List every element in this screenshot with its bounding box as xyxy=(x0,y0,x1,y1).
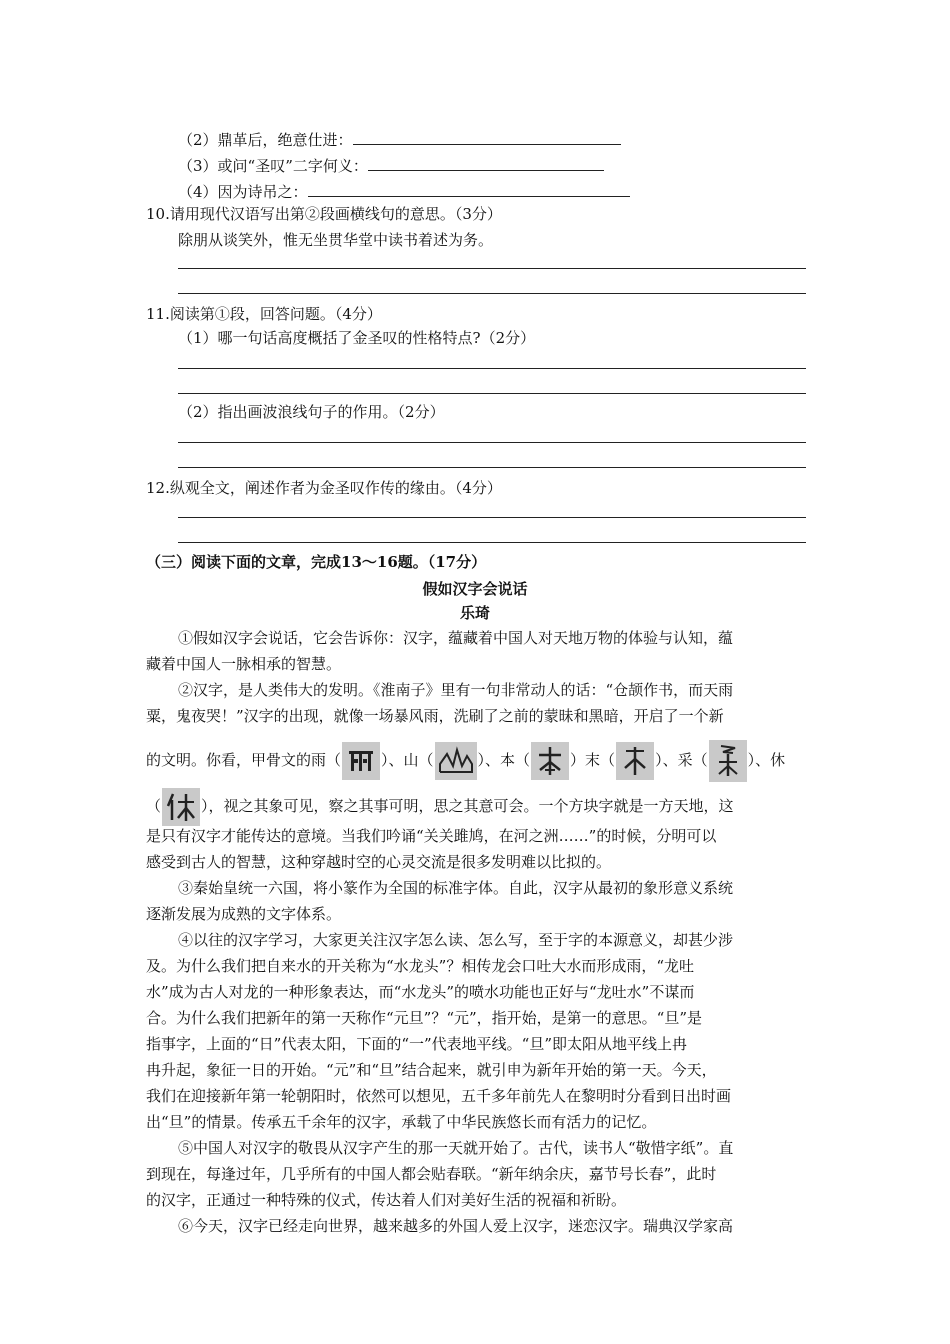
article-title: 假如汉字会说话 xyxy=(422,580,528,598)
p1-line-1: ①假如汉字会说话，它会告诉你：汉字，蕴藏着中国人对天地万物的体验与认知，蕴 xyxy=(178,629,734,647)
p2-line-5: 是只有汉字才能传达的意境。当我们吟诵“关关雎鸠，在河之洲……”的时候，分明可以 xyxy=(146,827,717,845)
q10-answer-line-2[interactable] xyxy=(178,293,806,294)
oracle-root-icon xyxy=(531,742,569,780)
q11-sub2-answer-line-1[interactable] xyxy=(178,442,806,443)
q9-item-2-blank[interactable] xyxy=(353,128,621,145)
p2-line-3-e: ）、采（ xyxy=(655,751,708,769)
p2-line-2: 粟，鬼夜哭！”汉字的出现，就像一场暴风雨，洗刷了之前的蒙昧和黑暗，开启了一个新 xyxy=(146,707,724,725)
p1-line-2: 藏着中国人一脉相承的智慧。 xyxy=(146,655,342,673)
q9-item-3 xyxy=(178,154,604,176)
p2-line-4 xyxy=(146,786,734,826)
q12-answer-line-2[interactable] xyxy=(178,542,806,543)
p4-line-6: 冉升起，象征一日的开始。“元”和“旦”结合起来，就引申为新年开始的第一天。今天， xyxy=(146,1061,717,1079)
p2-line-1: ②汉字，是人类伟大的发明。《淮南子》里有一句非常动人的话：“仓颉作书，而天雨 xyxy=(178,681,734,699)
p4-line-8: 出“旦”的情景。传承五千余年的汉字，承载了中华民族悠长而有活力的记忆。 xyxy=(146,1113,657,1131)
p4-line-5: 指事字，上面的“日”代表太阳，下面的“一”代表地平线。“旦”即太阳从地平线上冉 xyxy=(146,1035,688,1053)
section3-heading: （三）阅读下面的文章，完成13～16题。（17分） xyxy=(146,553,487,571)
q9-item-2-text: （2）鼎革后，绝意仕进： xyxy=(178,131,353,149)
oracle-pick-icon xyxy=(709,740,747,782)
p4-line-7: 我们在迎接新年第一轮朝阳时，依然可以想见，五千多年前先人在黎明时分看到日出时画 xyxy=(146,1087,732,1105)
q11-sub2: （2）指出画波浪线句子的作用。（2分） xyxy=(178,403,445,421)
oracle-rest-icon xyxy=(162,788,200,826)
q9-item-4 xyxy=(178,180,630,202)
q11-sub2-answer-line-2[interactable] xyxy=(178,467,806,468)
article-author: 乐琦 xyxy=(459,604,490,622)
p4-line-3: 水”成为古人对龙的一种形象表达，而“水龙头”的喷水功能也正好与“龙吐水”不谋而 xyxy=(146,983,695,1001)
q11-sub1: （1）哪一句话高度概括了金圣叹的性格特点?（2分） xyxy=(178,329,536,347)
p3-line-2: 逐渐发展为成熟的文字体系。 xyxy=(146,905,342,923)
p2-line-3 xyxy=(146,740,785,782)
p6-line-1: ⑥今天，汉字已经走向世界，越来越多的外国人爱上汉字，迷恋汉字。瑞典汉学家高 xyxy=(178,1217,734,1235)
q10-prompt: 10.请用现代汉语写出第②段画横线句的意思。（3分） xyxy=(146,205,502,223)
p4-line-4: 合。为什么我们把新年的第一天称作“元旦”？“元”，指开始，是第一的意思。“旦”是 xyxy=(146,1009,703,1027)
p2-line-4-a: （ xyxy=(146,797,162,815)
q10-answer-line-1[interactable] xyxy=(178,268,806,269)
p2-line-3-d: ）末（ xyxy=(570,751,616,769)
p2-line-3-a: 的文明。你看，甲骨文的雨（ xyxy=(146,751,342,769)
q11-sub1-answer-line-2[interactable] xyxy=(178,393,806,394)
p2-line-3-b: ）、山（ xyxy=(381,751,434,769)
q12-prompt: 12.纵观全文，阐述作者为金圣叹作传的缘由。（4分） xyxy=(146,479,502,497)
q9-item-3-text: （3）或问“圣叹”二字何义： xyxy=(178,157,368,175)
p5-line-3: 的汉字，正通过一种特殊的仪式，传达着人们对美好生活的祝福和祈盼。 xyxy=(146,1191,627,1209)
q9-item-3-blank[interactable] xyxy=(368,154,604,171)
p2-line-4-b: ），视之其象可见，察之其事可明，思之其意可会。一个方块字就是一方天地，这 xyxy=(201,797,734,815)
p2-line-3-c: ）、本（ xyxy=(477,751,531,769)
p5-line-2: 到现在，每逢过年，几乎所有的中国人都会贴春联。“新年纳余庆，嘉节号长春”，此时 xyxy=(146,1165,717,1183)
q9-item-4-text: （4）因为诗吊之： xyxy=(178,183,308,201)
q9-item-2 xyxy=(178,128,621,150)
p4-line-2: 及。为什么我们把自来水的开关称为“水龙头”？相传龙会口吐大水而形成雨，“龙吐 xyxy=(146,957,695,975)
q11-prompt: 11.阅读第①段，回答问题。（4分） xyxy=(146,305,382,323)
q10-sentence: 除朋从谈笑外，惟无坐贯华堂中读书着述为务。 xyxy=(178,231,494,249)
oracle-rain-icon xyxy=(342,742,380,780)
p4-line-1: ④以往的汉字学习，大家更关注汉字怎么读、怎么写，至于字的本源意义，却甚少涉 xyxy=(178,931,734,949)
p2-line-3-f: ）、休 xyxy=(747,751,786,769)
oracle-mountain-icon xyxy=(435,742,477,780)
oracle-tip-icon xyxy=(616,742,654,780)
p5-line-1: ⑤中国人对汉字的敬畏从汉字产生的那一天就开始了。古代，读书人“敬惜字纸”。直 xyxy=(178,1139,734,1157)
p2-line-6: 感受到古人的智慧，这种穿越时空的心灵交流是很多发明难以比拟的。 xyxy=(146,853,612,871)
p3-line-1: ③秦始皇统一六国，将小篆作为全国的标准字体。自此，汉字从最初的象形意义系统 xyxy=(178,879,734,897)
q12-answer-line-1[interactable] xyxy=(178,517,806,518)
q9-item-4-blank[interactable] xyxy=(308,180,630,197)
q11-sub1-answer-line-1[interactable] xyxy=(178,368,806,369)
